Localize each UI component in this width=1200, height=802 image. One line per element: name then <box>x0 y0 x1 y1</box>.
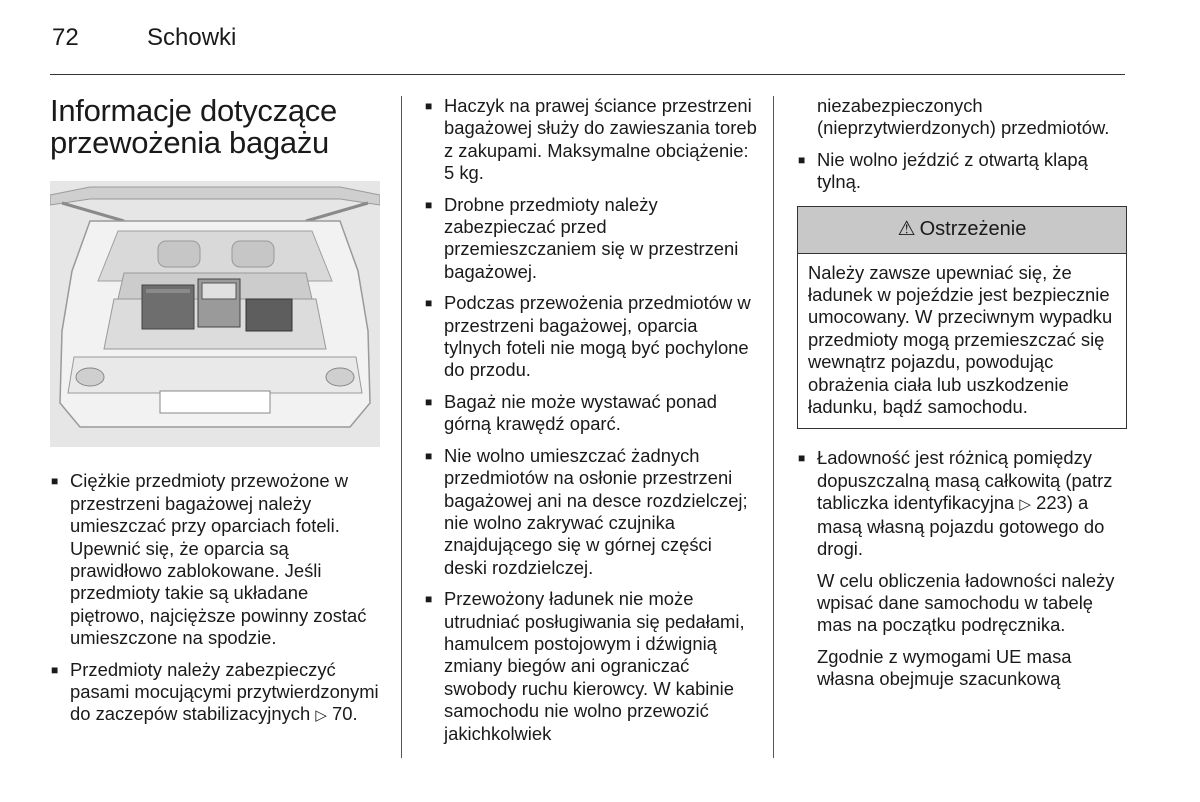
page-number: 72 <box>52 24 79 51</box>
bullet-list-col3b <box>797 447 1127 560</box>
column-3 <box>797 95 1127 700</box>
page-reference[interactable]: 70. <box>332 703 358 725</box>
luggage-compartment-illustration <box>50 181 380 447</box>
warning-text: Należy zawsze upewniać się, że ładunek w pojeździe jest bezpiecznie umocowany. W przeciwnym wypadku przedmioty mogą przemieszczać się wewnątrz pojazdu, powodując obrażenia ciała lub uszkodzenie ładunku, bądź samochodu. <box>808 261 1113 418</box>
bullet-list-col2 <box>424 95 759 745</box>
warning-header <box>798 207 1126 254</box>
list-item-continuation: niezabezpieczonych (nieprzytwierdzonych) przedmiotów. <box>817 95 1110 139</box>
column-1 <box>50 95 385 736</box>
list-item: ■ Przedmioty należy zabezpieczyć pasami mocującymi przytwierdzonymi do zaczepów stabilizacyjnych ▷ 70. <box>50 659 385 727</box>
section-title: Informacje dotyczące przewożenia bagażu <box>50 93 337 160</box>
bullet-list-col3 <box>797 95 1127 194</box>
column-divider-1 <box>401 96 402 758</box>
list-item: ■ Bagaż nie może wystawać ponad górną krawędź oparć. <box>424 391 759 436</box>
column-2 <box>424 95 759 754</box>
list-item: ■ Nie wolno jeździć z otwartą klapą tylną. <box>797 149 1127 194</box>
list-item: ■ Przewożony ładunek nie może utrudniać posługiwania się pedałami, hamulcem postojowym i dźwignią zmiany biegów ani ograniczać swobody ruchu kierowcy. W kabinie samochodu nie wolno przewozić jakichkolwiek <box>424 588 759 745</box>
list-item: ■ Haczyk na prawej ściance przestrzeni bagażowej służy do zawieszania toreb z zakupami. Maksymalne obciążenie: 5 kg. <box>424 95 759 185</box>
list-item: ■ Drobne przedmioty należy zabezpieczać przed przemieszczaniem się w przestrzeni bagażowej. <box>424 194 759 284</box>
reference-arrow-icon: ▷ <box>1019 495 1031 514</box>
list-item: ■ Ładowność jest różnicą pomiędzy dopuszczalną masą całkowitą (patrz tabliczka identyfikacyjna ▷ 223) a masą własną pojazdu gotowego do drogi. <box>797 447 1127 560</box>
warning-triangle-icon: ⚠ <box>897 218 916 241</box>
reference-arrow-icon: ▷ <box>315 706 327 725</box>
paragraph: W celu obliczenia ładowności należy wpisać dane samochodu w tabelę mas na początku podręcznika. <box>817 569 1115 636</box>
column-divider-2 <box>773 96 774 758</box>
warning-box <box>797 206 1127 430</box>
list-item: ■ Podczas przewożenia przedmiotów w przestrzeni bagażowej, oparcia tylnych foteli nie mogą być pochylone do przodu. <box>424 292 759 382</box>
warning-title: Ostrzeżenie <box>919 218 1027 241</box>
bullet-list-col1 <box>50 470 385 726</box>
chapter-title: Schowki <box>147 24 237 51</box>
list-item: ■ Nie wolno umieszczać żadnych przedmiotów na osłonie przestrzeni bagażowej ani na desce rozdzielczej; nie wolno zakrywać czujnika znajdującego się w górnej części deski rozdzielczej. <box>424 445 759 579</box>
header-divider <box>50 74 1125 75</box>
paragraph: Zgodnie z wymogami UE masa własna obejmuje szacunkową <box>817 645 1072 690</box>
list-item: ■ Ciężkie przedmioty przewożone w przestrzeni bagażowej należy umieszczać przy oparciach foteli. Upewnić się, że oparcia są prawidłowo zablokowane. Jeśli przedmioty takie są układane piętrowo, najcięższe powinny zostać umieszczone na spodzie. <box>50 470 385 649</box>
page-reference[interactable]: 223) a masą własną pojazdu gotowego do drogi. <box>817 492 1105 560</box>
